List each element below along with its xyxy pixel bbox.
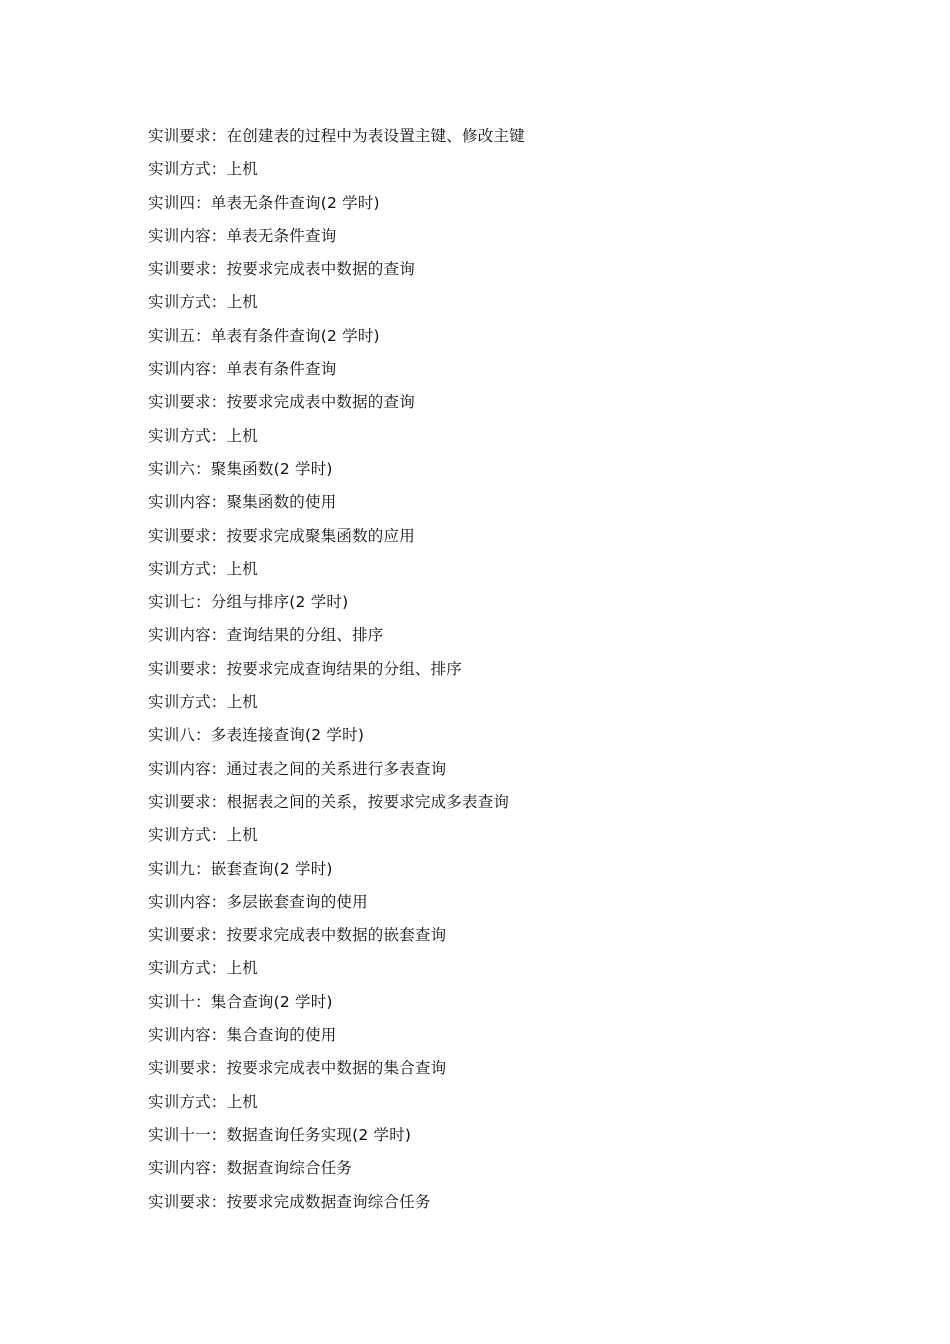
section-heading: 实训四：单表无条件查询(2 学时) (148, 193, 380, 212)
text-line: 实训内容：聚集函数的使用 (148, 493, 337, 512)
text-line: 实训要求：按要求完成聚集函数的应用 (148, 526, 415, 545)
section-heading: 实训九：嵌套查询(2 学时) (148, 859, 333, 878)
text-line: 实训要求：按要求完成查询结果的分组、排序 (148, 659, 463, 678)
text-line: 实训要求：在创建表的过程中为表设置主键、修改主键 (148, 127, 525, 145)
text-line: 实训内容：多层嵌套查询的使用 (148, 892, 368, 911)
text-line: 实训要求：按要求完成数据查询综合任务 (148, 1192, 431, 1211)
section-heading: 实训八：多表连接查询(2 学时) (148, 726, 365, 745)
text-line: 实训要求：按要求完成表中数据的查询 (148, 393, 415, 412)
text-line: 实训方式：上机 (148, 959, 258, 978)
text-line: 实训要求：按要求完成表中数据的集合查询 (148, 1059, 447, 1078)
text-line: 实训方式：上机 (148, 826, 258, 845)
section-heading: 实训十：集合查询(2 学时) (148, 992, 333, 1011)
section-heading: 实训五：单表有条件查询(2 学时) (148, 326, 380, 345)
text-line: 实训方式：上机 (148, 426, 258, 445)
text-line: 实训方式：上机 (148, 160, 258, 179)
document-body (148, 124, 868, 1223)
text-line: 实训方式：上机 (148, 293, 258, 312)
text-line: 实训内容：数据查询综合任务 (148, 1159, 353, 1178)
text-line: 实训内容：查询结果的分组、排序 (148, 626, 384, 645)
section-heading: 实训六：聚集函数(2 学时) (148, 459, 333, 478)
text-line: 实训内容：单表无条件查询 (148, 226, 337, 245)
text-line: 实训要求：按要求完成表中数据的查询 (148, 260, 415, 279)
text-line: 实训要求：根据表之间的关系，按要求完成多表查询 (148, 792, 510, 811)
text-line: 实训方式：上机 (148, 559, 258, 578)
text-line: 实训方式：上机 (148, 1092, 258, 1111)
section-heading: 实训七：分组与排序(2 学时) (148, 593, 349, 612)
text-line: 实训要求：按要求完成表中数据的嵌套查询 (148, 926, 447, 945)
text-line: 实训内容：单表有条件查询 (148, 360, 337, 379)
section-heading: 实训十一：数据查询任务实现(2 学时) (148, 1125, 412, 1144)
text-line: 实训方式：上机 (148, 693, 258, 712)
text-line: 实训内容：集合查询的使用 (148, 1026, 337, 1045)
text-line: 实训内容：通过表之间的关系进行多表查询 (148, 759, 447, 778)
